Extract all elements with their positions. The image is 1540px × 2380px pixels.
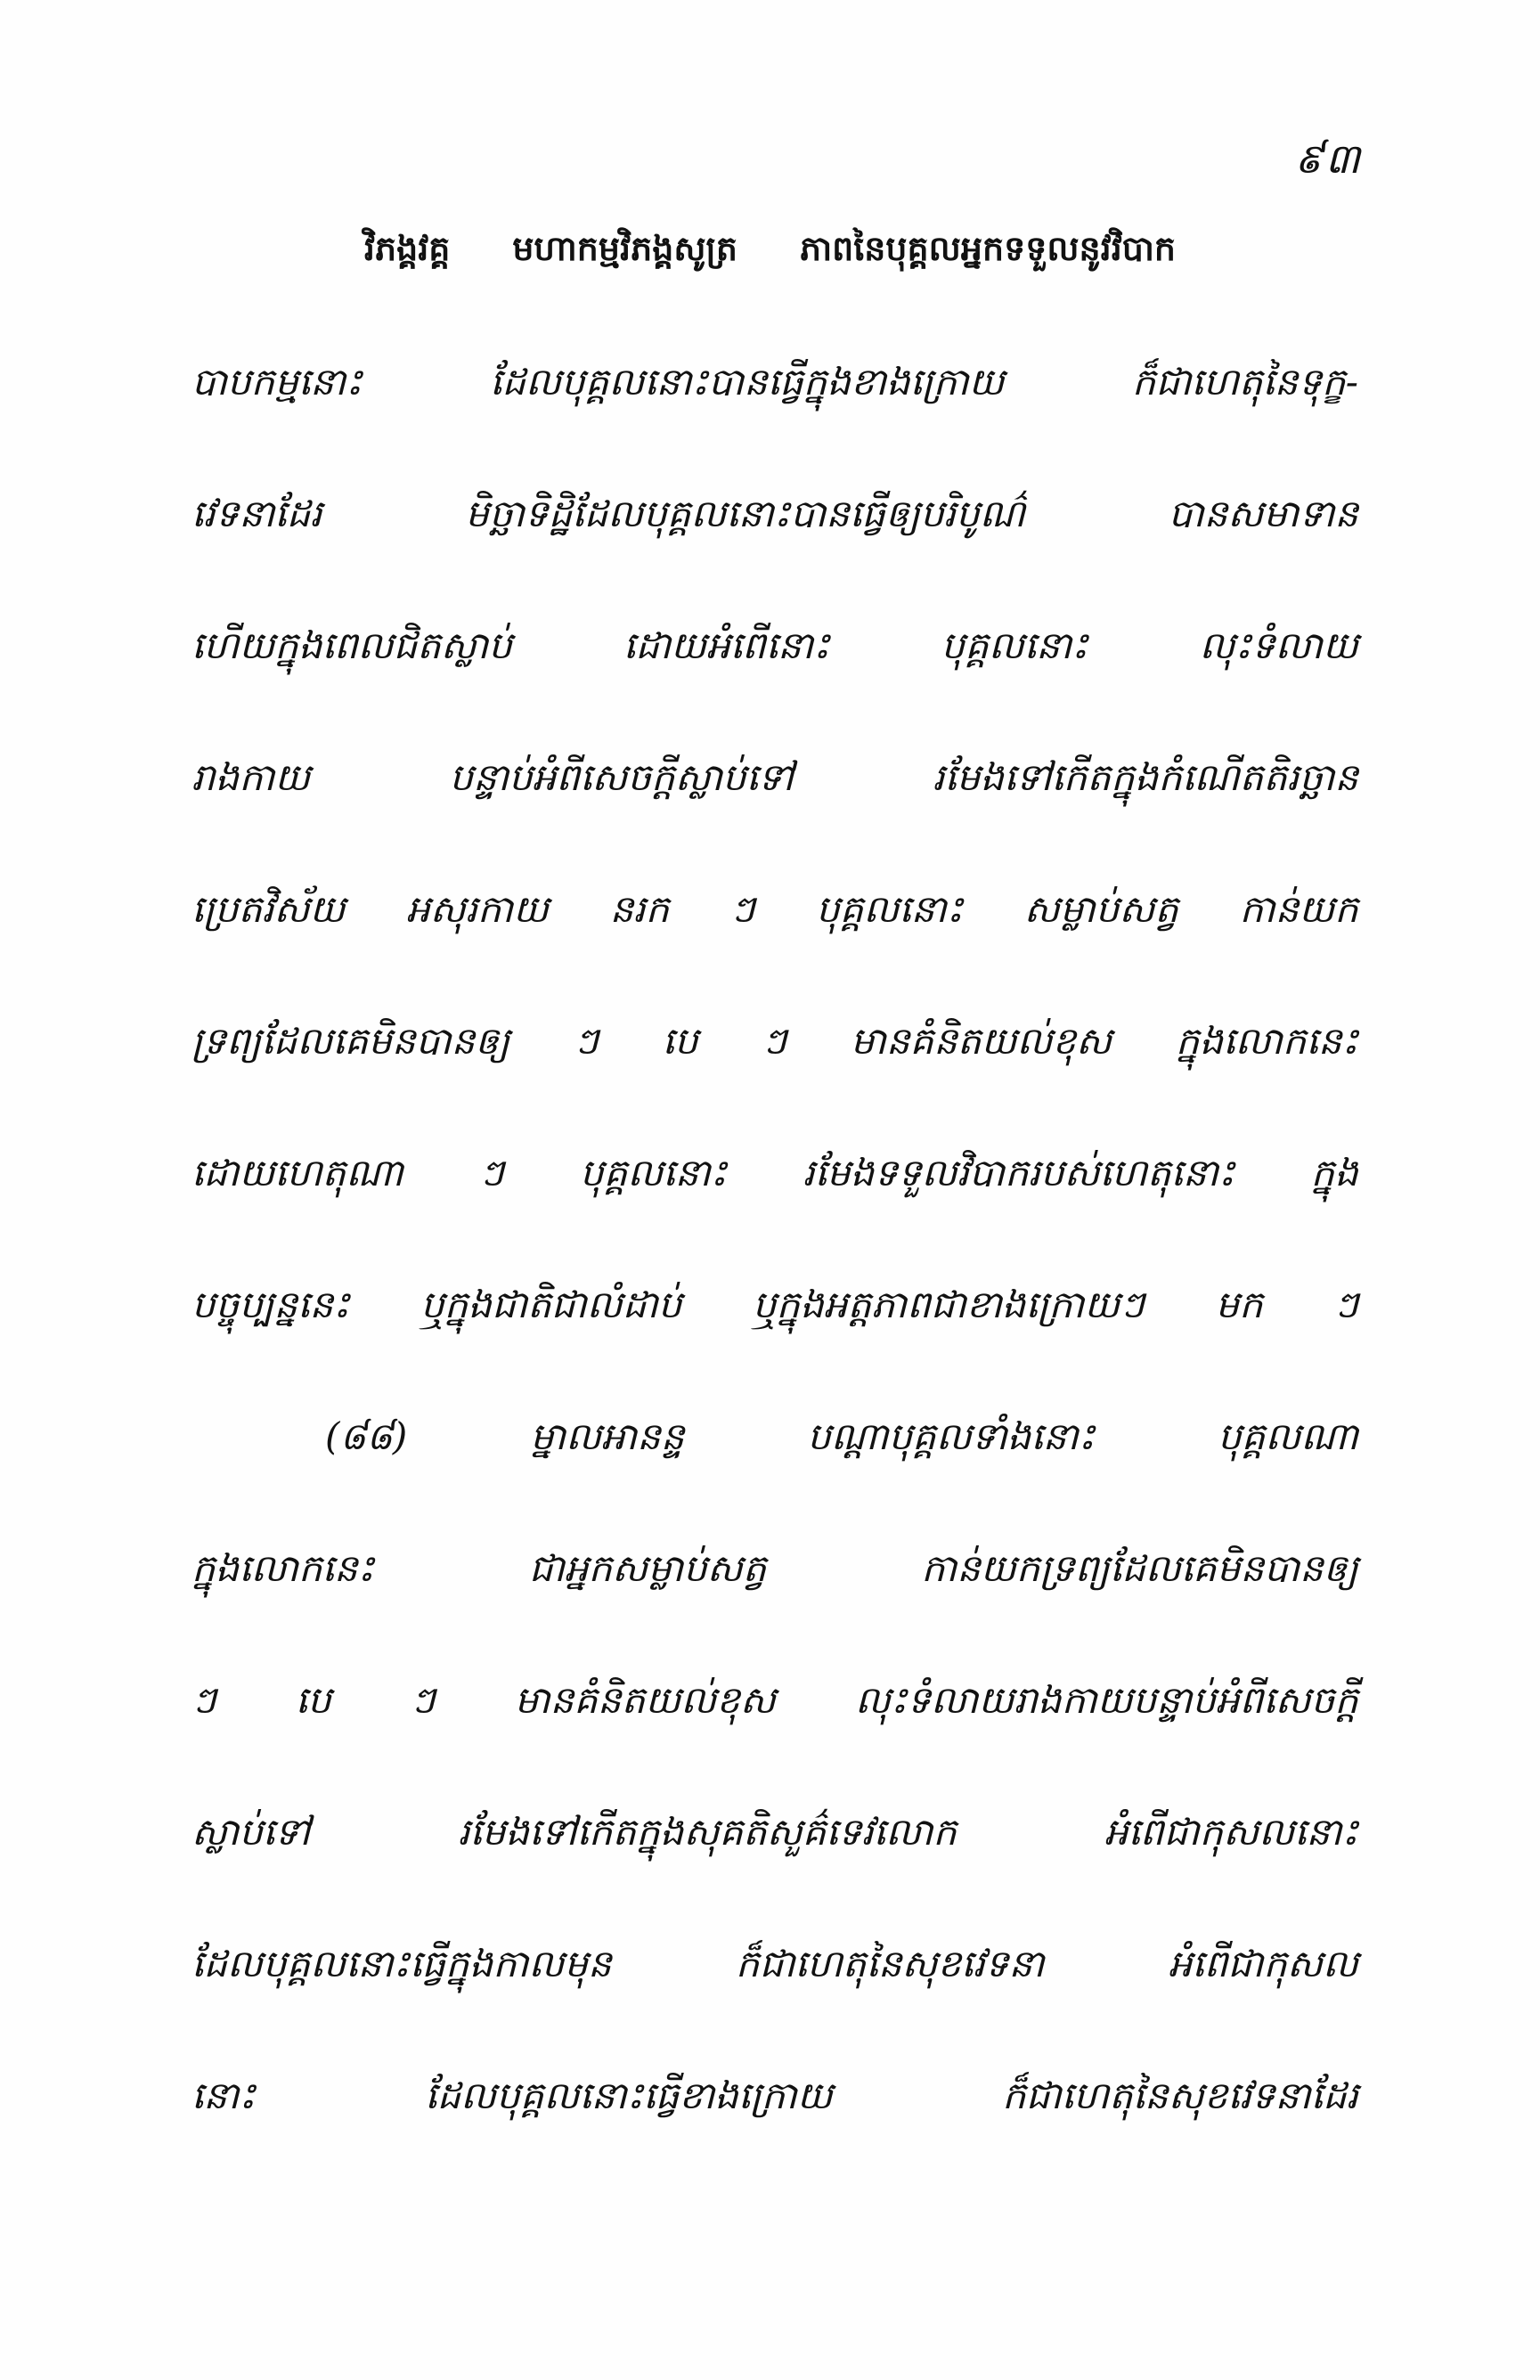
word: បណ្តាបុគ្គលទាំងនោះ: [807, 1414, 1096, 1458]
text-line: [191, 580, 1358, 712]
word: ស្លាប់ទៅ: [191, 1810, 311, 1854]
word: លុះទំលាយ: [1199, 624, 1358, 667]
text-line: [191, 1371, 1358, 1503]
word: បុគ្គលនោះ: [941, 624, 1088, 667]
word: មានគំនិតយល់ខុស: [850, 1019, 1112, 1063]
text-line: [191, 975, 1358, 1107]
word: ម្នាលអានន្ទ: [530, 1414, 685, 1458]
word: មានគំនិតយល់ខុស: [514, 1678, 776, 1722]
text-line: [191, 1107, 1358, 1239]
word: នោះ: [191, 2074, 256, 2117]
word: បុគ្គលណា: [1218, 1414, 1358, 1458]
word: បាបកម្មនោះ: [191, 360, 363, 403]
page-number: ៩៣: [1294, 134, 1362, 183]
text-line: [191, 2030, 1358, 2162]
word: ៗ: [762, 1019, 787, 1063]
word: បន្ទាប់អំពីសេចក្តីស្លាប់ទៅ: [449, 755, 794, 799]
word: ដោយហេតុណា: [191, 1151, 403, 1194]
running-header: [0, 227, 1540, 277]
word: បានសមាទាន: [1168, 492, 1358, 535]
text-line: [191, 1634, 1358, 1766]
word: ៗ: [479, 1151, 504, 1194]
word: អំពើជាកុសល: [1168, 1942, 1358, 1985]
word: កាន់យក: [1239, 887, 1358, 931]
word: បុគ្គលនោះ: [816, 887, 964, 931]
word: ក៏ជាហេតុនៃសុខវេទនាដែរ: [1002, 2074, 1358, 2117]
word: រមែងទៅកើតក្នុងសុគតិសួគ៌ទេវលោក: [458, 1810, 957, 1854]
word: ក្នុងលោកនេះ: [191, 1546, 375, 1590]
header-sutta-title: មហាកម្មវិភង្គសូត្រ: [512, 228, 737, 268]
text-line: [191, 316, 1358, 448]
word: ដែលបុគ្គលនោះធ្វើក្នុងកាលមុន: [191, 1942, 612, 1985]
header-topic-title: ភាពនៃបុគ្គលអ្នកទទួលនូវវិបាក: [799, 228, 1177, 268]
word: ក៏ជាហេតុនៃទុក្ខ-: [1131, 360, 1358, 403]
word: មក: [1215, 1283, 1263, 1326]
text-line: [191, 712, 1358, 844]
word: ៗ: [410, 1678, 436, 1722]
word: ជាអ្នកសម្លាប់សត្វ: [528, 1546, 767, 1590]
text-line: [191, 448, 1358, 580]
text-line: [191, 1766, 1358, 1898]
word: ដែលបុគ្គលនោះបានធ្វើក្នុងខាងក្រោយ: [490, 360, 1005, 403]
word: ដោយអំពើនោះ: [623, 624, 830, 667]
word: ទ្រព្យដែលគេមិនបានឲ្យ: [191, 1019, 510, 1063]
word: អសុរកាយ: [406, 887, 550, 931]
text-line: [191, 844, 1358, 975]
word: មិច្ឆាទិដ្ឋិដែលបុគ្គលនោះបានធ្វើឲ្យបរិបូណ៌: [465, 492, 1026, 535]
word: ក៏ជាហេតុនៃសុខវេទនា: [735, 1942, 1045, 1985]
word: វេទនាដែរ: [191, 492, 322, 535]
word: បេ: [662, 1019, 698, 1063]
word: នរក: [609, 887, 670, 931]
text-line: [191, 1239, 1358, 1371]
word: ឬក្នុងជាតិជាលំដាប់: [420, 1283, 682, 1326]
word: ក្នុង: [1310, 1151, 1358, 1194]
word: រមែងទទួលវិបាករបស់ហេតុនោះ: [803, 1151, 1235, 1194]
word: បុគ្គលនោះ: [580, 1151, 728, 1194]
word: ដែលបុគ្គលនោះធ្វើខាងក្រោយ: [425, 2074, 833, 2117]
word: អំពើជាកុសលនោះ: [1104, 1810, 1358, 1854]
word: សម្លាប់សត្វ: [1023, 887, 1179, 931]
word: ៗ: [1333, 1283, 1358, 1326]
text-line: [191, 1898, 1358, 2030]
body-text: [191, 316, 1358, 2162]
word: ប្រេតវិស័យ: [191, 887, 346, 931]
word: ហើយក្នុងពេលជិតស្លាប់: [191, 624, 512, 667]
word: រមែងទៅកើតក្នុងកំណើតតិរច្ឆាន: [933, 755, 1358, 799]
word: ក្នុងលោកនេះ: [1175, 1019, 1358, 1063]
text-line: [191, 1503, 1358, 1634]
word: លុះទំលាយរាងកាយបន្ទាប់អំពីសេចក្តី: [854, 1678, 1358, 1722]
word: កាន់យកទ្រព្យដែលគេមិនបានឲ្យ: [921, 1546, 1358, 1590]
word: រាងកាយ: [191, 755, 311, 799]
word: ៗ: [574, 1019, 599, 1063]
word: ៗ: [729, 887, 755, 931]
header-section-title: វិភង្គវគ្គ: [363, 228, 451, 268]
paragraph-number: (៨៨): [325, 1414, 408, 1458]
word: បច្ចុប្បន្ននេះ: [191, 1283, 350, 1326]
word: បេ: [295, 1678, 331, 1722]
word: ៗ: [191, 1678, 216, 1722]
word: ឬក្នុងអត្តភាពជាខាងក្រោយៗ: [752, 1283, 1145, 1326]
